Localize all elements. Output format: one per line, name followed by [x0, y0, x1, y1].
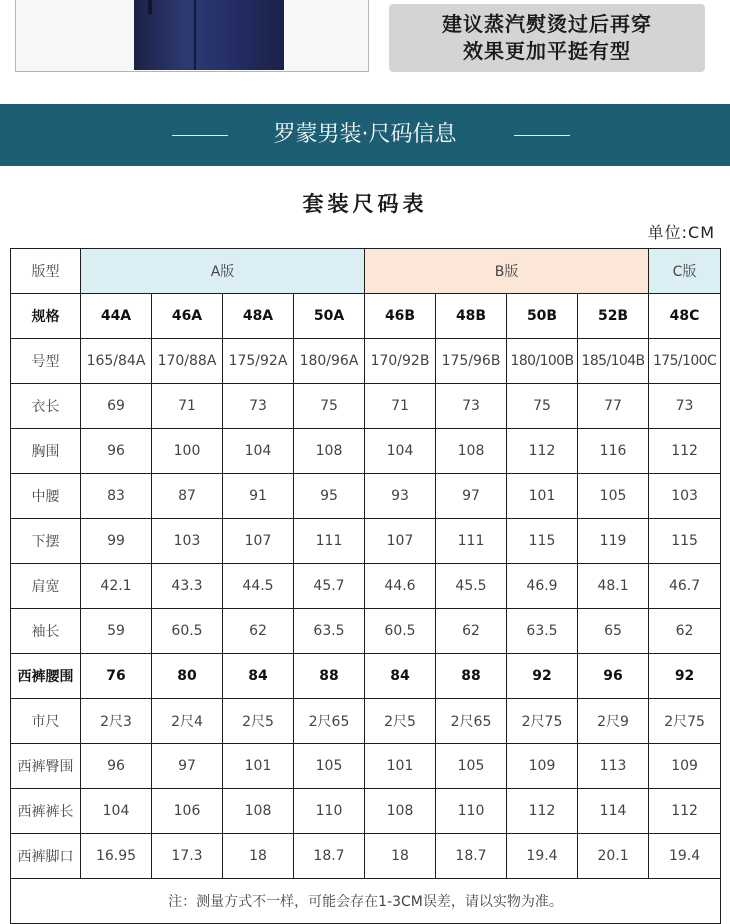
- table-cell: 103: [152, 519, 223, 564]
- table-cell: 92: [649, 654, 721, 699]
- table-cell: 104: [81, 789, 152, 834]
- table-row: [11, 519, 721, 564]
- table-cell: 76: [81, 654, 152, 699]
- table-cell: 115: [507, 519, 578, 564]
- group-c-header: C版: [649, 249, 721, 294]
- table-cell: 185/104B: [578, 339, 649, 384]
- table-row: [11, 609, 721, 654]
- table-cell: 63.5: [507, 609, 578, 654]
- table-row: [11, 339, 721, 384]
- table-cell: 88: [294, 654, 365, 699]
- table-row: [11, 474, 721, 519]
- table-cell: 65: [578, 609, 649, 654]
- table-cell: 2尺5: [365, 699, 436, 744]
- table-cell: 111: [294, 519, 365, 564]
- table-cell: 87: [152, 474, 223, 519]
- row-label: 西裤臀围: [11, 744, 81, 789]
- table-cell: 73: [649, 384, 721, 429]
- note-row: [11, 879, 721, 924]
- table-cell: 104: [365, 429, 436, 474]
- table-cell: 101: [365, 744, 436, 789]
- table-cell: 108: [223, 789, 294, 834]
- table-cell: 16.95: [81, 834, 152, 879]
- row-label: 西裤裤长: [11, 789, 81, 834]
- table-cell: 62: [436, 609, 507, 654]
- table-cell: 60.5: [365, 609, 436, 654]
- table-cell: 46A: [152, 294, 223, 339]
- table-cell: 18: [365, 834, 436, 879]
- table-cell: 100: [152, 429, 223, 474]
- table-cell: 50B: [507, 294, 578, 339]
- table-cell: 112: [507, 789, 578, 834]
- table-cell: 71: [152, 384, 223, 429]
- table-cell: 2尺9: [578, 699, 649, 744]
- table-cell: 175/100C: [649, 339, 721, 384]
- table-cell: 75: [294, 384, 365, 429]
- table-cell: 180/100B: [507, 339, 578, 384]
- table-cell: 19.4: [507, 834, 578, 879]
- table-cell: 44.6: [365, 564, 436, 609]
- row-label: 中腰: [11, 474, 81, 519]
- table-cell: 46B: [365, 294, 436, 339]
- table-cell: 48B: [436, 294, 507, 339]
- table-cell: 101: [223, 744, 294, 789]
- table-cell: 43.3: [152, 564, 223, 609]
- table-cell: 19.4: [649, 834, 721, 879]
- row-label: 号型: [11, 339, 81, 384]
- table-cell: 110: [294, 789, 365, 834]
- trouser-crease: [194, 0, 196, 70]
- product-photo: [15, 0, 369, 72]
- banner-title: 罗蒙男装·尺码信息: [273, 122, 457, 147]
- row-label: 袖长: [11, 609, 81, 654]
- table-row: [11, 429, 721, 474]
- row-label: 规格: [11, 294, 81, 339]
- table-cell: 84: [365, 654, 436, 699]
- table-cell: 45.7: [294, 564, 365, 609]
- unit-label: 单位:CM: [647, 223, 715, 242]
- row-label: 西裤脚口: [11, 834, 81, 879]
- table-cell: 73: [223, 384, 294, 429]
- table-cell: 20.1: [578, 834, 649, 879]
- tip-line-2: 效果更加平挺有型: [463, 39, 631, 63]
- table-row: [11, 699, 721, 744]
- table-cell: 107: [223, 519, 294, 564]
- table-cell: 62: [223, 609, 294, 654]
- table-cell: 96: [81, 429, 152, 474]
- table-cell: 93: [365, 474, 436, 519]
- table-cell: 18.7: [436, 834, 507, 879]
- table-cell: 62: [649, 609, 721, 654]
- table-cell: 71: [365, 384, 436, 429]
- table-cell: 48A: [223, 294, 294, 339]
- group-row-label: 版型: [11, 249, 81, 294]
- table-cell: 69: [81, 384, 152, 429]
- table-cell: 59: [81, 609, 152, 654]
- table-cell: 63.5: [294, 609, 365, 654]
- table-cell: 113: [578, 744, 649, 789]
- suit-image: [134, 0, 284, 70]
- pocket-detail: [148, 0, 152, 14]
- table-row: [11, 564, 721, 609]
- table-cell: 44.5: [223, 564, 294, 609]
- section-banner: [0, 104, 730, 166]
- table-cell: 50A: [294, 294, 365, 339]
- table-cell: 114: [578, 789, 649, 834]
- table-cell: 18: [223, 834, 294, 879]
- row-label: 下摆: [11, 519, 81, 564]
- table-cell: 2尺75: [507, 699, 578, 744]
- row-label: 西裤腰围: [11, 654, 81, 699]
- row-label: 市尺: [11, 699, 81, 744]
- table-cell: 77: [578, 384, 649, 429]
- table-cell: 80: [152, 654, 223, 699]
- table-row: [11, 834, 721, 879]
- row-label: 胸围: [11, 429, 81, 474]
- table-cell: 45.5: [436, 564, 507, 609]
- table-cell: 96: [578, 654, 649, 699]
- table-cell: 175/92A: [223, 339, 294, 384]
- group-b-header: B版: [365, 249, 649, 294]
- table-cell: 2尺3: [81, 699, 152, 744]
- ironing-tip: [389, 4, 705, 72]
- table-cell: 84: [223, 654, 294, 699]
- table-cell: 170/88A: [152, 339, 223, 384]
- row-label: 衣长: [11, 384, 81, 429]
- row-label: 肩宽: [11, 564, 81, 609]
- table-cell: 108: [436, 429, 507, 474]
- table-cell: 106: [152, 789, 223, 834]
- table-cell: 108: [365, 789, 436, 834]
- table-cell: 18.7: [294, 834, 365, 879]
- size-table: [10, 248, 721, 924]
- table-cell: 108: [294, 429, 365, 474]
- table-cell: 110: [436, 789, 507, 834]
- table-cell: 75: [507, 384, 578, 429]
- table-cell: 105: [578, 474, 649, 519]
- table-cell: 97: [152, 744, 223, 789]
- table-cell: 180/96A: [294, 339, 365, 384]
- banner-divider-right: [514, 135, 570, 136]
- table-cell: 48.1: [578, 564, 649, 609]
- table-row: [11, 384, 721, 429]
- table-cell: 170/92B: [365, 339, 436, 384]
- measurement-note: 注：测量方式不一样，可能会存在1-3CM误差，请以实物为准。: [11, 879, 721, 924]
- table-cell: 175/96B: [436, 339, 507, 384]
- table-cell: 112: [649, 789, 721, 834]
- table-cell: 2尺65: [436, 699, 507, 744]
- table-cell: 60.5: [152, 609, 223, 654]
- table-cell: 119: [578, 519, 649, 564]
- table-cell: 107: [365, 519, 436, 564]
- table-row: [11, 294, 721, 339]
- group-a-header: A版: [81, 249, 365, 294]
- table-cell: 95: [294, 474, 365, 519]
- table-cell: 109: [507, 744, 578, 789]
- table-cell: 112: [649, 429, 721, 474]
- table-row: [11, 654, 721, 699]
- table-cell: 115: [649, 519, 721, 564]
- table-cell: 99: [81, 519, 152, 564]
- table-row: [11, 744, 721, 789]
- table-cell: 101: [507, 474, 578, 519]
- table-cell: 103: [649, 474, 721, 519]
- table-cell: 91: [223, 474, 294, 519]
- table-cell: 88: [436, 654, 507, 699]
- table-cell: 46.9: [507, 564, 578, 609]
- table-cell: 116: [578, 429, 649, 474]
- table-cell: 17.3: [152, 834, 223, 879]
- table-cell: 109: [649, 744, 721, 789]
- table-cell: 44A: [81, 294, 152, 339]
- table-cell: 42.1: [81, 564, 152, 609]
- banner-divider-left: [172, 135, 228, 136]
- table-cell: 48C: [649, 294, 721, 339]
- table-cell: 73: [436, 384, 507, 429]
- table-cell: 2尺75: [649, 699, 721, 744]
- table-cell: 105: [294, 744, 365, 789]
- table-cell: 2尺65: [294, 699, 365, 744]
- table-cell: 104: [223, 429, 294, 474]
- table-cell: 96: [81, 744, 152, 789]
- table-cell: 105: [436, 744, 507, 789]
- group-row: [11, 249, 721, 294]
- table-cell: 111: [436, 519, 507, 564]
- table-cell: 83: [81, 474, 152, 519]
- table-cell: 165/84A: [81, 339, 152, 384]
- table-title: 套装尺码表: [302, 192, 428, 216]
- table-cell: 92: [507, 654, 578, 699]
- tip-line-1: 建议蒸汽熨烫过后再穿: [442, 12, 652, 36]
- table-cell: 46.7: [649, 564, 721, 609]
- table-cell: 2尺5: [223, 699, 294, 744]
- table-cell: 52B: [578, 294, 649, 339]
- table-row: [11, 789, 721, 834]
- table-cell: 2尺4: [152, 699, 223, 744]
- table-cell: 97: [436, 474, 507, 519]
- table-cell: 112: [507, 429, 578, 474]
